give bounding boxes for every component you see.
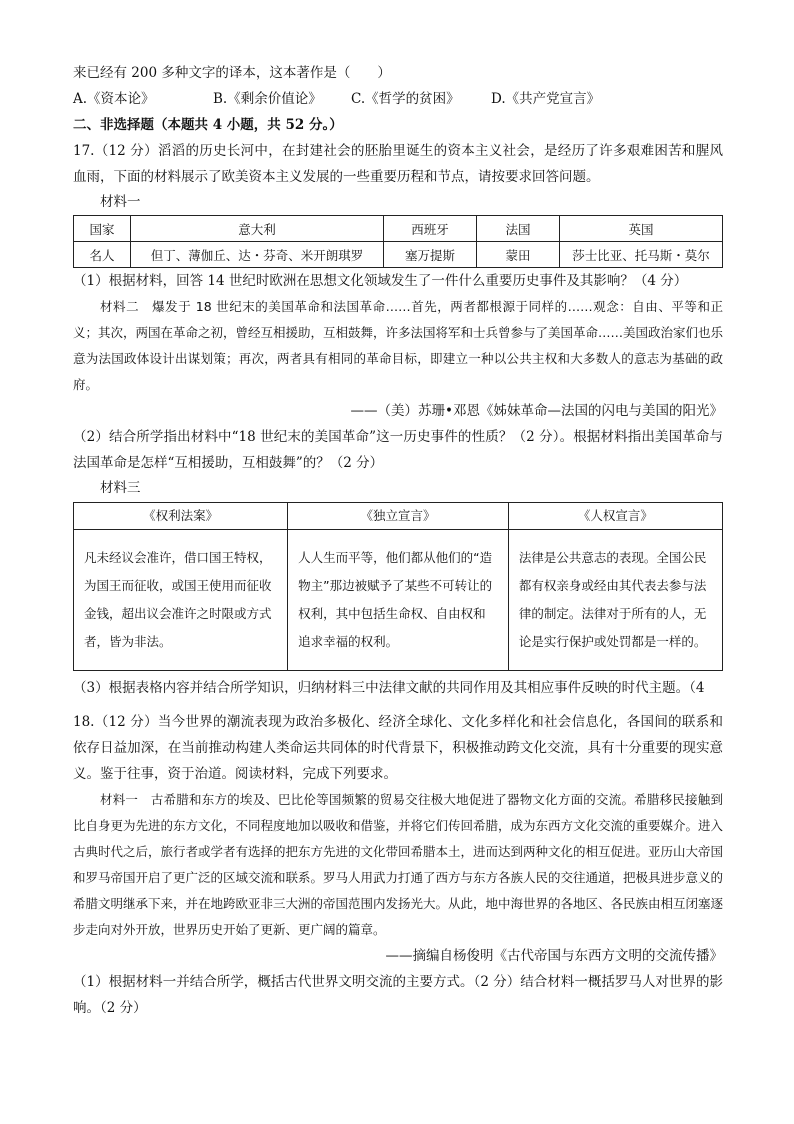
table-cell: 人人生而平等，他们都从他们的“造物主”那边被赋予了某些不可转让的权利，其中包括生命权、自由权和追求幸福的权利。 [288, 530, 509, 671]
q17-material2: 材料二 爆发于 18 世纪末的美国革命和法国革命……首先，两者都根源于同样的……观念：自由、平等和正义；其次，两国在革命之初，曾经互相援助，互相鼓舞，许多法国将军和士兵曾参与了美国革命……美国政治家们也乐意为法国政体设计出谋划策；再次，两者具有相同的革命目标，即建立一种以公共主权和大多数人的意志为基础的政府。 [73, 299, 724, 392]
section-title: 二、非选择题（本题共 4 小题，共 52 分。） [73, 117, 343, 133]
q17-sub3: （3）根据表格内容并结合所学知识，归纳材料三中法律文献的共同作用及其相应事件反映的时代主题。（4 [73, 680, 705, 696]
q17-material1-table [73, 215, 723, 268]
q17-stem: 17.（12 分）滔滔的历史长河中，在封建社会的胚胎里诞生的资本主义社会，是经历了许多艰难困苦和腥风血雨，下面的材料展示了欧美资本主义发展的一些重要历程和节点，请按要求回答问题。 [73, 143, 723, 185]
q17-material2-source: ——（美）苏珊•邓恩《姊妹革命—法国的闪电与美国的阳光》 [350, 403, 723, 419]
table-cell: 西班牙 [384, 216, 477, 242]
table-cell: 意大利 [131, 216, 384, 242]
q18-material1: 材料一 古希腊和东方的埃及、巴比伦等国频繁的贸易交往极大地促进了器物文化方面的交流。希腊移民接触到比自身更为先进的东方文化，不同程度地加以吸收和借鉴，并将它们传回希腊，成为东西方文化交流的重要媒介。进入古典时代之后，旅行者或学者有选择的把东方先进的文化带回希腊本土，进而达到两种文化的相互促进。亚历山大帝国和罗马帝国开启了更广泛的区域交流和联系。罗马人用武力打通了西方与东方各族人民的交往通道，把极具进步意义的希腊文明继承下来，并在地跨欧亚非三大洲的帝国范围内发扬光大。从此，地中海世界的各地区、各民族由相互闭塞逐步走向对外开放，世界历史开始了更新、更广阔的篇章。 [73, 792, 724, 937]
q17-material3-table [73, 502, 723, 671]
table-header-cell: 《独立宣言》 [288, 503, 509, 530]
q-prev-options [73, 86, 723, 112]
q18-material1-source: ——摘编自杨俊明《古代帝国与东西方文明的交流传播》 [385, 948, 723, 964]
table-cell: 法律是公共意志的表现。全国公民都有权亲身或经由其代表去参与法律的制定。法律对于所有的人，无论是实行保护或处罚都是一样的。 [508, 530, 722, 671]
table-cell: 英国 [560, 216, 723, 242]
option-d: D.《共产党宣言》 [491, 91, 601, 107]
q17-sub2: （2）结合所学指出材料中“18 世纪末的美国革命”这一历史事件的性质？（2 分）。根据材料指出美国革命与法国革命是怎样“互相援助，互相鼓舞”的？（2 分） [73, 429, 723, 471]
table-row [74, 242, 723, 268]
q-prev-stem-tail: 来已经有 200 多种文字的译本，这本著作是（ ） [73, 65, 391, 81]
q18-sub1: （1）根据材料一并结合所学，概括古代世界文明交流的主要方式。（2 分）结合材料一概括罗马人对世界的影响。（2 分） [73, 974, 723, 1016]
table-cell: 凡未经议会准许，借口国王特权，为国王而征收，或国王使用而征收金钱，超出议会准许之时限或方式者，皆为非法。 [74, 530, 288, 671]
option-a: A.《资本论》 [73, 91, 155, 107]
option-b: B.《剩余价值论》 [213, 91, 322, 107]
q17-material3-label: 材料三 [100, 480, 141, 496]
table-row [74, 216, 723, 242]
table-row [74, 503, 723, 530]
table-cell: 名人 [74, 242, 131, 268]
q17-sub1: （1）根据材料，回答 14 世纪时欧洲在思想文化领域发生了一件什么重要历史事件及其影响？（4 分） [73, 273, 688, 289]
table-header-cell: 《人权宣言》 [508, 503, 722, 530]
q18-stem: 18.（12 分）当今世界的潮流表现为政治多极化、经济全球化、文化多样化和社会信息化，各国间的联系和依存日益加深，在当前推动构建人类命运共同体的时代背景下，积极推动跨文化交流，具有十分重要的现实意义。鉴于往事，资于治道。阅读材料，完成下列要求。 [73, 714, 723, 782]
table-cell: 国家 [74, 216, 131, 242]
table-header-cell: 《权利法案》 [74, 503, 288, 530]
table-cell: 塞万提斯 [384, 242, 477, 268]
table-row [74, 530, 723, 671]
exam-page [73, 60, 723, 1021]
q17-material1-label: 材料一 [100, 194, 141, 210]
option-c: C.《哲学的贫困》 [351, 91, 460, 107]
table-cell: 莎士比亚、托马斯・莫尔 [560, 242, 723, 268]
table-cell: 法国 [477, 216, 560, 242]
table-cell: 但丁、薄伽丘、达・芬奇、米开朗琪罗 [131, 242, 384, 268]
table-cell: 蒙田 [477, 242, 560, 268]
